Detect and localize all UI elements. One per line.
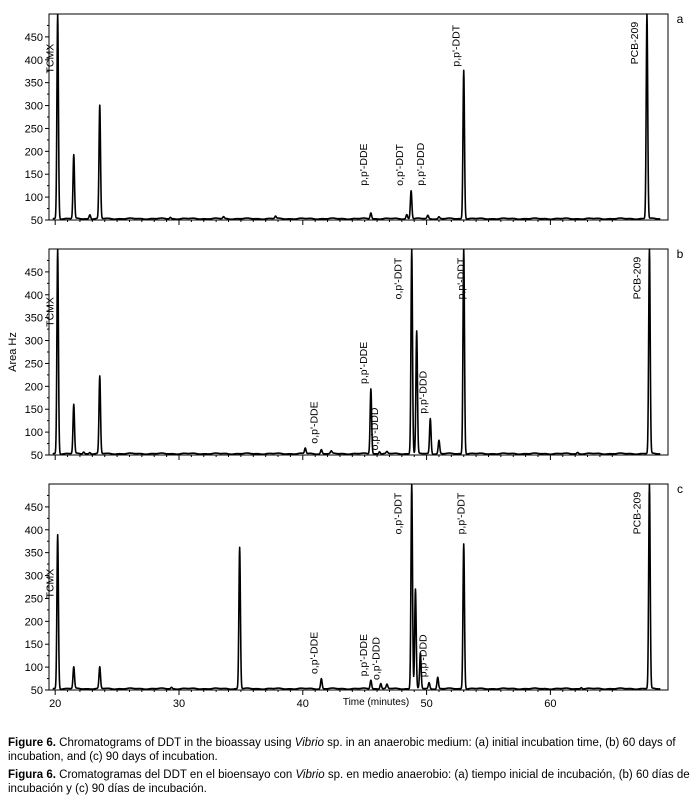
y-tick-label: 250 <box>24 358 43 371</box>
x-tick-label: 50 <box>420 698 433 710</box>
chart-panel-c <box>25 482 683 710</box>
peak-label: p,p'-DDT <box>455 492 468 535</box>
y-tick-label: 450 <box>24 266 43 279</box>
peak-label: PCB-209 <box>628 21 641 65</box>
peak-label: TCMX <box>44 43 57 74</box>
y-tick-label: 100 <box>24 192 43 205</box>
caption-es-label: Figura 6. <box>8 769 56 781</box>
y-tick-label: 450 <box>24 31 43 44</box>
chromatogram-trace <box>53 249 661 454</box>
peak-label: p,p'-DDD <box>417 634 430 678</box>
caption-spanish <box>8 768 692 796</box>
peak-label: PCB-209 <box>631 491 644 535</box>
chart-panel-b <box>7 247 684 462</box>
y-tick-label: 400 <box>24 524 43 537</box>
y-tick-label: 300 <box>24 100 43 113</box>
y-tick-label: 250 <box>24 123 43 136</box>
y-tick-label: 200 <box>24 146 43 159</box>
x-tick-label: 30 <box>172 698 186 710</box>
peak-label: o,p'-DDD <box>370 637 383 680</box>
peak-label: o,p'-DDE <box>308 401 321 444</box>
peak-label: p,p'-DDE <box>357 341 370 385</box>
panel-letter: c <box>677 482 683 496</box>
y-tick-label: 350 <box>24 312 43 325</box>
peak-label: o,p'-DDE <box>308 631 321 675</box>
peak-label: p,p'-DDE <box>357 143 370 186</box>
y-tick-label: 50 <box>30 215 43 227</box>
y-tick-label: 100 <box>24 427 43 440</box>
x-tick-label: 20 <box>49 698 62 710</box>
y-tick-label: 150 <box>24 169 43 182</box>
y-tick-label: 100 <box>24 662 43 675</box>
y-tick-label: 150 <box>24 639 43 652</box>
peak-label: p,p'-DDE <box>357 634 370 677</box>
peak-label: o,p'-DDT <box>393 144 406 186</box>
y-tick-label: 350 <box>24 77 43 90</box>
peak-label: o,p'-DDT <box>392 257 405 300</box>
plot-frame <box>49 14 668 220</box>
caption-en-text-2: sp. in an anaerobic medium: (a) initial incubation time, (b) 60 days of incubation, and (c) 90 days of incubation. <box>8 737 676 763</box>
y-axis-title: Area Hz <box>7 332 19 372</box>
caption-english <box>8 736 692 764</box>
panel-letter: b <box>676 247 684 261</box>
peak-label: PCB-209 <box>631 256 644 300</box>
caption-es-species: Vibrio <box>295 769 325 781</box>
peak-label: o,p'-DDD <box>369 407 382 451</box>
peak-label: TCMX <box>44 568 57 599</box>
caption-es-text-1: Cromatogramas del DDT en el bioensayo con <box>55 769 296 781</box>
chart-panel-a <box>25 12 684 227</box>
chromatogram-trace <box>53 484 661 689</box>
y-tick-label: 300 <box>24 335 43 348</box>
panel-letter: a <box>676 12 684 26</box>
peak-label: p,p'-DDD <box>414 142 427 186</box>
peak-label: p,p'-DDT <box>450 24 463 67</box>
y-tick-label: 50 <box>30 685 43 697</box>
peak-label: TCMX <box>44 297 57 327</box>
x-tick-label: 60 <box>544 698 557 710</box>
y-tick-label: 400 <box>24 289 43 302</box>
caption-en-species: Vibrio <box>294 737 324 749</box>
x-tick-label: 40 <box>296 698 309 710</box>
caption-en-text-1: Chromatograms of DDT in the bioassay using <box>55 737 295 749</box>
y-tick-label: 250 <box>24 593 43 606</box>
y-tick-label: 400 <box>24 54 43 67</box>
y-tick-label: 200 <box>24 381 43 394</box>
peak-label: o,p'-DDT <box>392 492 405 535</box>
x-axis-title: Time (minutes) <box>342 697 410 708</box>
chromatogram-trace <box>53 14 661 219</box>
peak-label: p,p'-DDD <box>417 370 430 414</box>
y-tick-label: 150 <box>24 404 43 417</box>
caption-en-label: Figure 6. <box>8 737 56 749</box>
peak-label: p,p'-DDT <box>455 257 468 300</box>
y-tick-label: 50 <box>30 450 43 462</box>
caption-es-text-2: sp. en medio anaerobio: (a) tiempo inicial de incubación, (b) 60 días de incubación y (c) 90 días de incubación. <box>8 769 690 795</box>
y-tick-label: 300 <box>24 570 43 583</box>
y-tick-label: 450 <box>24 501 43 514</box>
y-tick-label: 200 <box>24 616 43 629</box>
y-tick-label: 350 <box>24 547 43 560</box>
